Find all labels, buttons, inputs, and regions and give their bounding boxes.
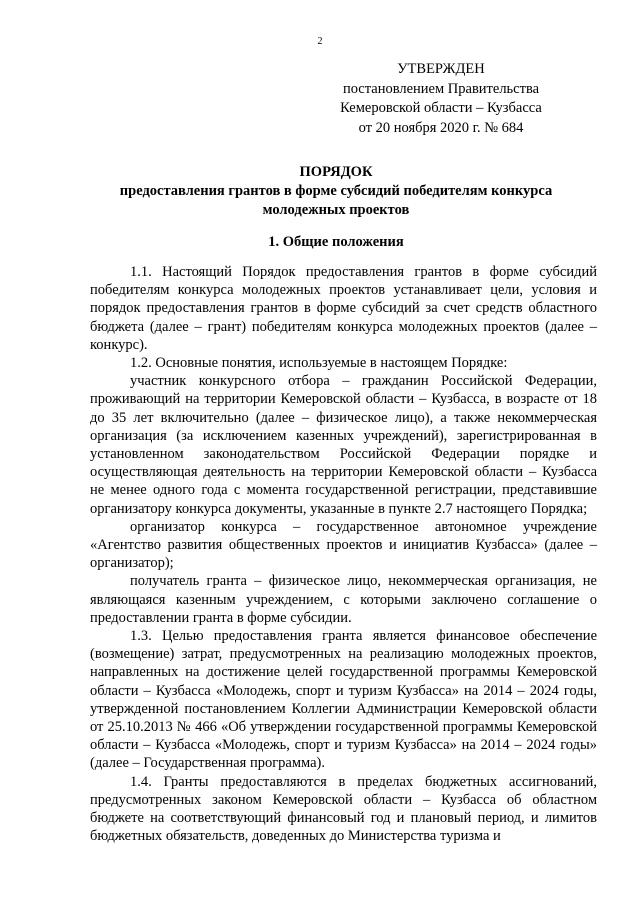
paragraph-1-4: 1.4. Гранты предоставляются в пределах бюджетных ассигнований, предусмотренных законом Кемеровской области – Кузбасса об областном бюджете на соответствующий финансовый год и плановый период, и лимитов бюджетных обязательств, доведенных до Министерства туризма и — [90, 773, 597, 845]
section-heading: 1. Общие положения — [268, 234, 404, 250]
paragraph-1-3: 1.3. Целью предоставления гранта является финансовое обеспечение (возмещение) затрат, предусмотренных на реализацию молодежных проектов, направленных на достижение целей государственной программы Кемеровской области – Кузбасса «Молодежь, спорт и туризм Кузбасса» на 2014 – 2024 годы, утвержденной постановлением Коллегии Администрации Кемеровской области от 25.10.2013 № 466 «Об утверждении государственной программы Кемеровской области – Кузбасса «Молодежь, спорт и туризм Кузбасса» на 2014 – 2024 годы» (далее – Государственная программа). — [90, 628, 597, 772]
approval-stamp-block — [300, 60, 582, 138]
document-subtitle-line-1: предоставления грантов в форме субсидий победителям конкурса — [119, 183, 553, 199]
document-title: ПОРЯДОК — [299, 164, 373, 180]
approval-title: УТВЕРЖДЕН — [397, 61, 485, 77]
page-number: 2 — [317, 36, 323, 47]
document-subtitle-line-2: молодежных проектов — [262, 202, 410, 218]
paragraph-recipient-definition: получатель гранта – физическое лицо, некоммерческая организация, не являющаяся казенным учреждением, с которыми заключено соглашение о предоставлении гранта в форме субсидии. — [90, 573, 597, 626]
paragraph-1-2: 1.2. Основные понятия, используемые в настоящем Порядке: — [130, 355, 508, 372]
section-body — [90, 263, 597, 846]
document-title-block — [90, 162, 582, 220]
approval-line-3: от 20 ноября 2020 г. № 684 — [358, 119, 524, 136]
approval-line-2: Кемеровской области – Кузбасса — [340, 100, 542, 116]
paragraph-organizer-definition: организатор конкурса – государственное автономное учреждение «Агентство развития общественных проектов и инициатив Кузбасса» (далее – организатор); — [90, 518, 597, 572]
paragraph-participant-definition: участник конкурсного отбора – гражданин Российской Федерации, проживающий на территории Кемеровской области – Кузбасса, в возрасте от 18 до 35 лет включительно (далее – физическое лицо), а также некоммерческая организация (за исключением казенных учреждений), зарегистрированная в установленном законодательством Российской Федерации порядке и осуществляющая деятельность на территории Кемеровской области – Кузбасса не менее одного года с момента государственной регистрации, представившие организатору конкурса документы, указанные в пункте 2.7 настоящего Порядка; — [90, 373, 597, 517]
paragraph-1-1: 1.1. Настоящий Порядок предоставления грантов в форме субсидий победителям конкурса молодежных проектов устанавливает цели, условия и порядок предоставления грантов в форме субсидий за счет средств областного бюджета (далее – грант) победителям конкурса молодежных проектов (далее – конкурс). — [90, 264, 597, 353]
approval-line-1: постановлением Правительства — [342, 80, 540, 97]
